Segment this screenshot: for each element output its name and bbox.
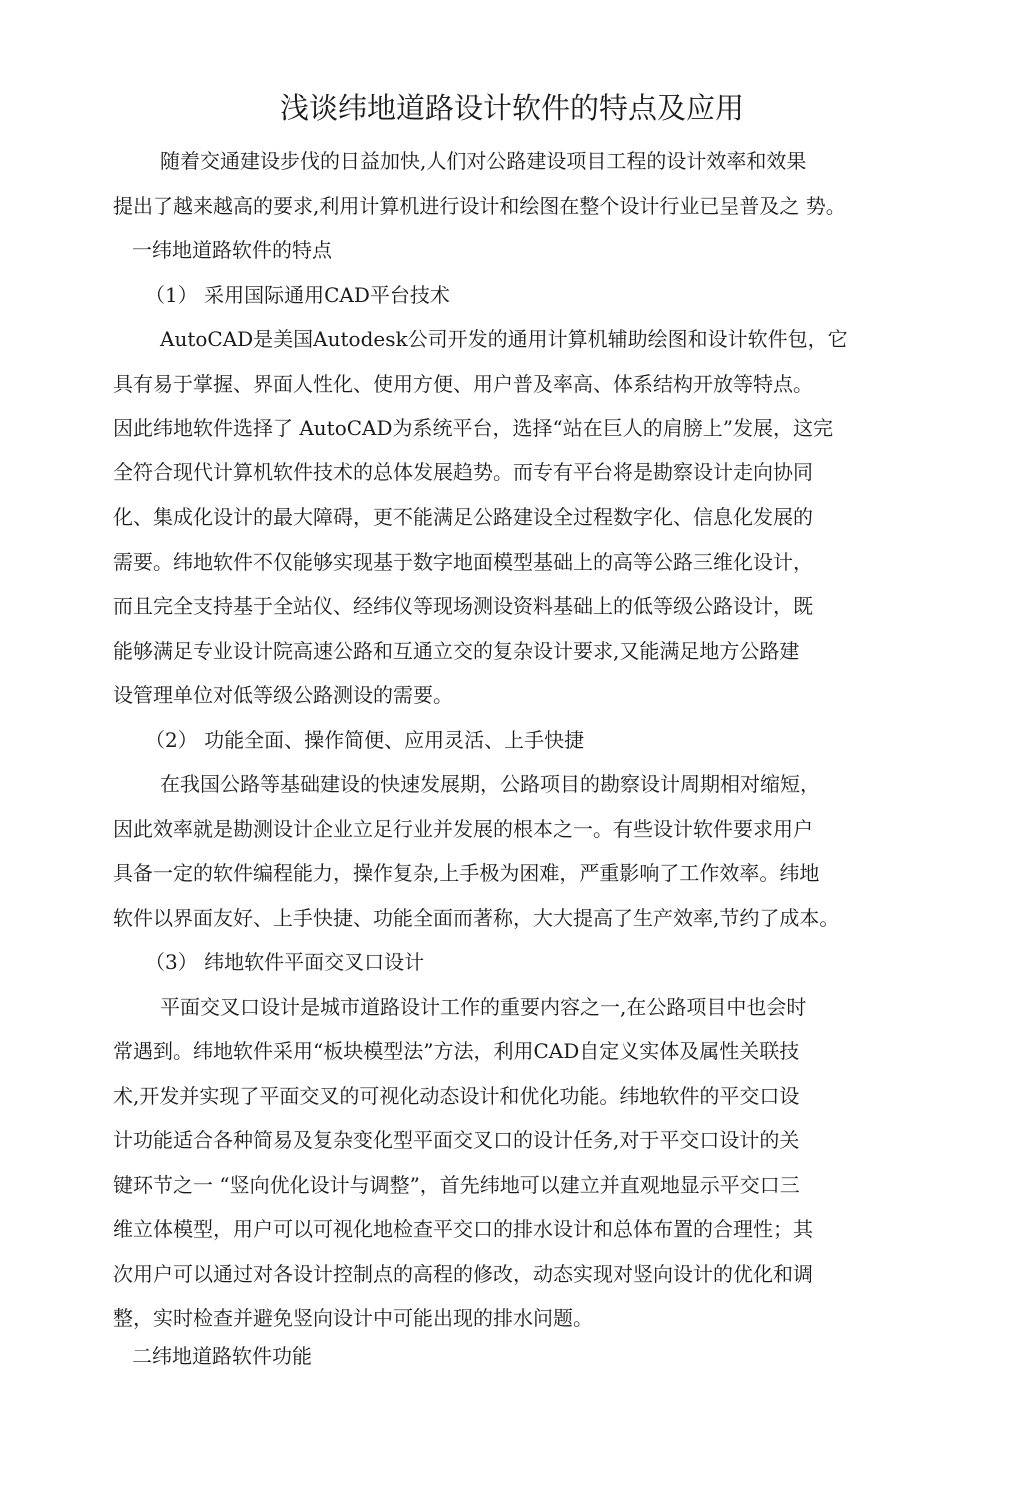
paragraph-line: 设管理单位对低等级公路测设的需要。 [113,683,453,707]
paragraph-line: 因此纬地软件选择了 AutoCAD为系统平台，选择“站在巨人的肩膀上”发展，这完 [113,416,833,440]
paragraph-line: 而且完全支持基于全站仪、经纬仪等现场测设资料基础上的低等级公路设计，既 [113,594,813,618]
paragraph-line: 化、集成化设计的最大障碍，更不能满足公路建设全过程数字化、信息化发展的 [113,505,813,529]
paragraph-line: 维立体模型，用户可以可视化地检查平交口的排水设计和总体布置的合理性；其 [113,1217,813,1241]
paragraph-line: 提出了越来越高的要求,利用计算机进行设计和绘图在整个设计行业已呈普及之 势。 [113,194,846,218]
paragraph-line: 次用户可以通过对各设计控制点的高程的修改，动态实现对竖向设计的优化和调 [113,1262,813,1286]
paragraph-line: AutoCAD是美国Autodesk公司开发的通用计算机辅助绘图和设计软件包，它 [160,327,848,351]
paragraph-line: 因此效率就是勘测设计企业立足行业并发展的根本之一。有些设计软件要求用户 [113,817,813,841]
section-heading: 二纬地道路软件功能 [132,1344,312,1368]
paragraph-line: 键环节之一 “竖向优化设计与调整”，首先纬地可以建立并直观地显示平交口三 [113,1173,800,1197]
paragraph-line: 平面交叉口设计是城市道路设计工作的重要内容之一,在公路项目中也会时 [160,995,807,1019]
paragraph-line: 常遇到。纬地软件采用“板块模型法”方法，利用CAD自定义实体及属性关联技 [113,1039,800,1063]
paragraph-line: 具有易于掌握、界面人性化、使用方便、用户普及率高、体系结构开放等特点。 [113,372,813,396]
paragraph-line: 术,开发并实现了平面交叉的可视化动态设计和优化功能。纬地软件的平交口设 [113,1084,800,1108]
paragraph-line: 在我国公路等基础建设的快速发展期，公路项目的勘察设计周期相对缩短， [160,772,820,796]
paragraph-line: 全符合现代计算机软件技术的总体发展趋势。而专有平台将是勘察设计走向协同 [113,460,813,484]
paragraph-line: 具备一定的软件编程能力，操作复杂,上手极为困难，严重影响了工作效率。纬地 [113,861,820,885]
paragraph-line: 需要。纬地软件不仅能够实现基于数字地面模型基础上的高等公路三维化设计， [113,550,813,574]
section-heading: 一纬地道路软件的特点 [132,238,332,262]
subsection-heading: （2） 功能全面、操作简便、应用灵活、上手快捷 [145,728,585,752]
paragraph-line: 软件以界面友好、上手快捷、功能全面而著称，大大提高了生产效率,节约了成本。 [113,906,840,930]
paragraph-line: 整，实时检查并避免竖向设计中可能出现的排水问题。 [113,1306,593,1330]
paragraph-line: 能够满足专业设计院高速公路和互通立交的复杂设计要求,又能满足地方公路建 [113,639,800,663]
subsection-heading: （1） 采用国际通用CAD平台技术 [145,283,450,307]
document-title: 浅谈纬地道路设计软件的特点及应用 [279,91,744,125]
subsection-heading: （3） 纬地软件平面交叉口设计 [145,950,425,974]
paragraph-line: 计功能适合各种简易及复杂变化型平面交叉口的设计任务,对于平交口设计的关 [113,1128,800,1152]
paragraph-line: 随着交通建设步伐的日益加快,人们对公路建设项目工程的设计效率和效果 [160,149,807,173]
